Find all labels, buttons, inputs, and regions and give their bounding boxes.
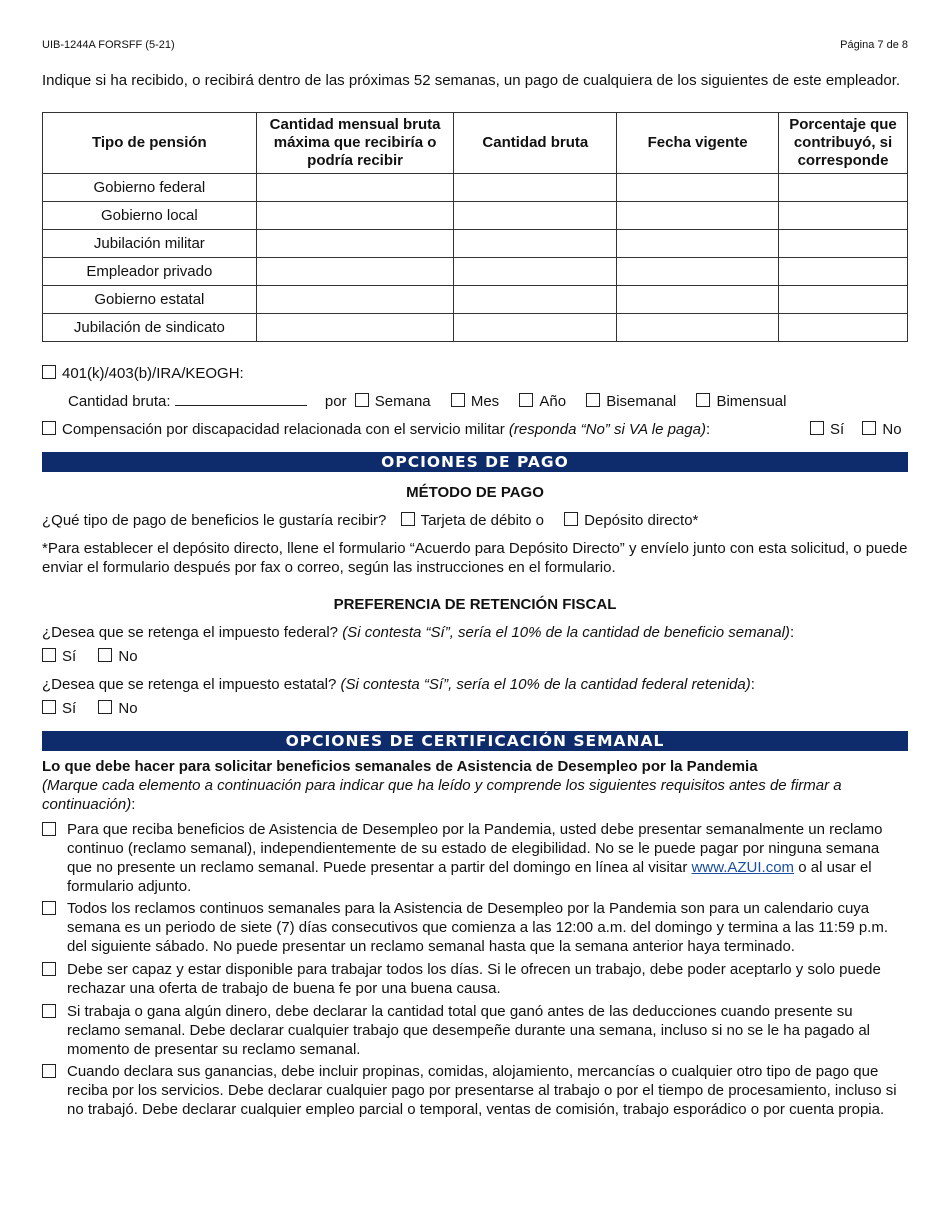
percentage-cell[interactable] (779, 230, 908, 258)
table-row (43, 314, 908, 342)
monthly-amount-cell[interactable] (256, 258, 454, 286)
certification-heading: Lo que debe hacer para solicitar beneficios semanales de Asistencia de Desempleo por la Pandemia (42, 758, 758, 775)
requirement-3-text: Debe ser capaz y estar disponible para trabajar todos los días. Si le ofrecen un trabajo, debe poder aceptarlo y solo puede rechazar una oferta de trabajo de buena fe por una buena causa. (67, 961, 881, 997)
certification-instruction (42, 776, 908, 814)
direct-deposit-footnote: *Para establecer el depósito directo, llene el formulario “Acuerdo para Depósito Directo” y envíelo junto con esta solicitud, o puede enviar el formulario después por fax o correo, según las instrucciones en el formulario. (42, 540, 908, 576)
gross-amount-cell[interactable] (454, 230, 617, 258)
federal-no-checkbox[interactable] (98, 648, 112, 662)
effective-date-cell[interactable] (617, 230, 779, 258)
requirement-1-part-a: Para que reciba beneficios de Asistencia de Desempleo por la Pandemia, usted debe presentar semanalmente un reclamo continuo (reclamo semanal), independientemente de su estado de elegibilidad. No se le puede pagar por ninguna semana que no presente un reclamo semanal. Puede presentar a partir del domingo en línea al visitar (67, 821, 883, 876)
payment-method-title: MÉTODO DE PAGO (406, 484, 544, 501)
gross-amount-label: Cantidad bruta: (68, 393, 171, 410)
effective-date-cell[interactable] (617, 286, 779, 314)
requirement-1-checkbox[interactable] (42, 822, 56, 836)
certification-banner: OPCIONES DE CERTIFICACIÓN SEMANAL (42, 731, 908, 751)
column-header: Fecha vigente (617, 113, 779, 174)
military-disability-row (42, 421, 710, 438)
effective-date-cell[interactable] (617, 314, 779, 342)
percentage-cell[interactable] (779, 286, 908, 314)
state-question-note: (Si contesta “Sí”, sería el 10% de la cantidad federal retenida) (340, 676, 751, 693)
military-disability-note: (responda “No” si VA le paga) (508, 421, 706, 438)
percentage-cell[interactable] (779, 174, 908, 202)
table-row (43, 174, 908, 202)
yes-label: Sí (62, 648, 77, 665)
colon: : (789, 624, 795, 641)
week-checkbox[interactable] (355, 393, 369, 407)
gross-amount-cell[interactable] (454, 258, 617, 286)
no-label: No (118, 700, 138, 717)
retirement-option (42, 365, 244, 382)
federal-yes-no (42, 648, 138, 665)
bimonthly-label: Bimensual (716, 393, 787, 410)
year-label: Año (539, 393, 567, 410)
military-yes-checkbox[interactable] (810, 421, 824, 435)
requirement-4-checkbox[interactable] (42, 1004, 56, 1018)
biweekly-label: Bisemanal (606, 393, 677, 410)
monthly-amount-cell[interactable] (256, 286, 454, 314)
no-label: No (118, 648, 138, 665)
pension-type: Jubilación militar (43, 230, 257, 258)
gross-amount-row (68, 393, 786, 410)
colon: : (705, 421, 711, 438)
pension-type: Empleador privado (43, 258, 257, 286)
pension-table (42, 112, 908, 342)
pension-type: Gobierno local (43, 202, 257, 230)
requirement-1-text (67, 820, 908, 896)
pension-type: Jubilación de sindicato (43, 314, 257, 342)
state-no-checkbox[interactable] (98, 700, 112, 714)
effective-date-cell[interactable] (617, 174, 779, 202)
retirement-label: 401(k)/403(b)/IRA/KEOGH: (62, 365, 244, 382)
debit-card-label: Tarjeta de débito o (420, 512, 544, 529)
per-label: por (324, 393, 347, 410)
requirement-4-text: Si trabaja o gana algún dinero, debe declarar la cantidad total que ganó antes de las deducciones cuando presente su reclamo semanal. Debe declarar cualquier trabajo que desempeñe durante una semana, incluso si no se le ha pagado al momento de presentar su reclamo semanal. (67, 1003, 871, 1058)
month-label: Mes (470, 393, 500, 410)
payment-question-text: ¿Qué tipo de pago de beneficios le gustaría recibir? (42, 512, 387, 529)
federal-yes-checkbox[interactable] (42, 648, 56, 662)
table-row (43, 258, 908, 286)
state-question-text: ¿Desea que se retenga el impuesto estatal? (42, 676, 337, 693)
military-disability-label: Compensación por discapacidad relacionada con el servicio militar (62, 421, 505, 438)
effective-date-cell[interactable] (617, 202, 779, 230)
monthly-amount-cell[interactable] (256, 314, 454, 342)
instruction-text: (Marque cada elemento a continuación para indicar que ha leído y comprende los siguientes requisitos antes de firmar a continuación) (42, 777, 842, 813)
gross-amount-field[interactable] (175, 393, 307, 406)
military-yes-no (810, 421, 902, 438)
colon: : (131, 796, 136, 813)
biweekly-checkbox[interactable] (586, 393, 600, 407)
military-no-checkbox[interactable] (862, 421, 876, 435)
federal-question-note: (Si contesta “Sí”, sería el 10% de la cantidad de beneficio semanal) (342, 624, 790, 641)
gross-amount-cell[interactable] (454, 174, 617, 202)
percentage-cell[interactable] (779, 314, 908, 342)
requirement-5-text: Cuando declara sus ganancias, debe incluir propinas, comidas, alojamiento, mercancías o cualquier otro tipo de pago que reciba por los servicios. Debe declarar cualquier pago por presentarse al trabajo o por el tiempo de procesamiento, incluso si no trabajó. Debe declarar cualquier empleo parcial o temporal, ventas de comisión, trabajo esporádico o por cuenta propia. (67, 1063, 897, 1118)
table-row (43, 230, 908, 258)
requirement-3-checkbox[interactable] (42, 962, 56, 976)
bimonthly-checkbox[interactable] (696, 393, 710, 407)
requirement-2-text: Todos los reclamos continuos semanales para la Asistencia de Desempleo por la Pandemia son para un calendario cuya semana es un periodo de siete (7) días consecutivos que comienza a las 12:00 a.m. del domingo y termina a las 11:59 p.m. del siguiente sábado. No puede presentar un reclamo semanal hasta que la semana anterior haya terminado. (67, 900, 889, 955)
column-header: Porcentaje que contribuyó, si corresponde (779, 113, 908, 174)
withholding-title: PREFERENCIA DE RETENCIÓN FISCAL (333, 596, 617, 613)
colon: : (750, 676, 755, 693)
table-row (43, 202, 908, 230)
direct-deposit-label: Depósito directo* (584, 512, 699, 529)
yes-label: Sí (830, 421, 845, 438)
state-yes-checkbox[interactable] (42, 700, 56, 714)
week-label: Semana (374, 393, 431, 410)
pension-type: Gobierno federal (43, 174, 257, 202)
percentage-cell[interactable] (779, 202, 908, 230)
retirement-checkbox[interactable] (42, 365, 56, 379)
pension-type: Gobierno estatal (43, 286, 257, 314)
form-id: UIB-1244A FORSFF (5-21) (42, 39, 175, 51)
gross-amount-cell[interactable] (454, 286, 617, 314)
percentage-cell[interactable] (779, 258, 908, 286)
gross-amount-cell[interactable] (454, 202, 617, 230)
monthly-amount-cell[interactable] (256, 230, 454, 258)
payment-options-banner: OPCIONES DE PAGO (42, 452, 908, 472)
direct-deposit-checkbox[interactable] (564, 512, 578, 526)
state-tax-question (42, 676, 755, 693)
payment-type-question (42, 512, 698, 529)
military-disability-checkbox[interactable] (42, 421, 56, 435)
gross-amount-cell[interactable] (454, 314, 617, 342)
state-yes-no (42, 700, 138, 717)
list-item (42, 899, 908, 956)
column-header: Cantidad bruta (454, 113, 617, 174)
federal-tax-question (42, 624, 794, 641)
monthly-amount-cell[interactable] (256, 202, 454, 230)
table-row (43, 286, 908, 314)
requirement-2-checkbox[interactable] (42, 901, 56, 915)
page-number: Página 7 de 8 (840, 39, 908, 51)
intro-text: Indique si ha recibido, o recibirá dentro de las próximas 52 semanas, un pago de cualquiera de los siguientes de este empleador. (42, 72, 901, 89)
debit-card-checkbox[interactable] (401, 512, 415, 526)
federal-question-text: ¿Desea que se retenga el impuesto federal? (42, 624, 339, 641)
column-header: Cantidad mensual bruta máxima que recibiría o podría recibir (256, 113, 454, 174)
list-item (42, 820, 908, 896)
list-item (42, 960, 908, 998)
yes-label: Sí (62, 700, 77, 717)
monthly-amount-cell[interactable] (256, 174, 454, 202)
effective-date-cell[interactable] (617, 258, 779, 286)
year-checkbox[interactable] (519, 393, 533, 407)
requirement-5-checkbox[interactable] (42, 1064, 56, 1078)
list-item (42, 1062, 908, 1119)
no-label: No (882, 421, 902, 438)
azui-link[interactable]: www.AZUI.com (691, 859, 795, 876)
column-header: Tipo de pensión (43, 113, 257, 174)
month-checkbox[interactable] (451, 393, 465, 407)
list-item (42, 1002, 908, 1059)
requirement-1-part-b: o al usar el formulario adjunto. (67, 859, 872, 895)
